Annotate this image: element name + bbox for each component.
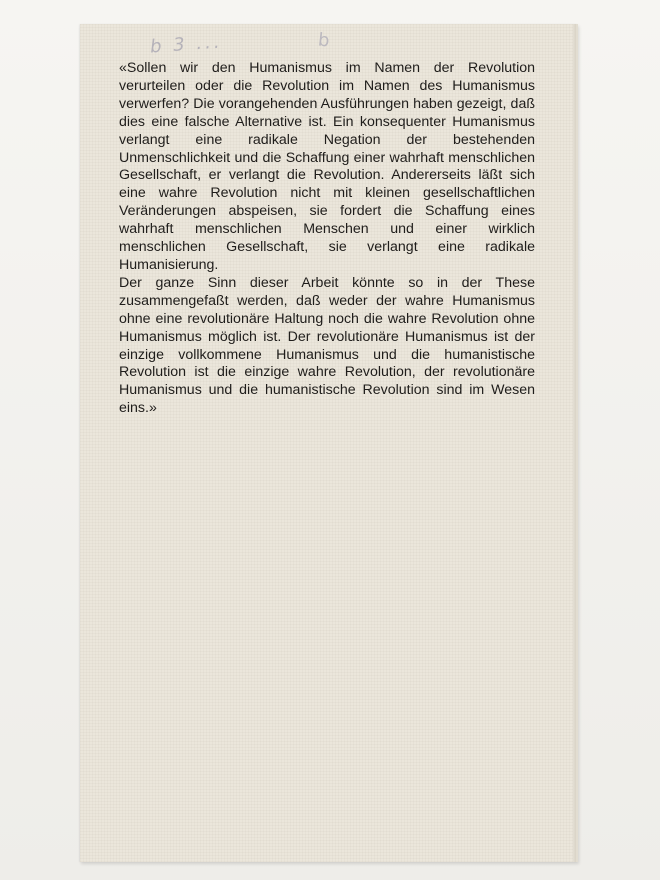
book-back-cover [80,24,578,862]
book-page-edge [573,24,576,862]
back-cover-blurb [119,60,535,418]
blurb-paragraph-2: Der ganze Sinn dieser Arbeit könnte so in der These zusammengefaßt werden, daß weder der wahre Humanismus ohne eine revolutionäre Haltung noch die wahre Revolution ohne Humanismus möglich ist. Der revolutionäre Humanismus ist der einzige vollkommene Humanismus und die humanistische Revolution ist die einzige wahre Revolution, der revolutionäre Humanismus und die humanistische Revolution sind im Wesen eins.» [119,274,535,417]
pencil-mark: b [316,29,331,52]
blurb-paragraph-1: «Sollen wir den Humanismus im Namen der Revolution verurteilen oder die Revolution im Namen des Humanismus verwerfen? Die vorangehenden Ausführungen haben gezeigt, daß dies eine falsche Alternative ist. Ein konsequenter Humanismus verlangt eine radikale Negation der bestehenden Unmenschlichkeit und die Schaffung einer wahrhaft menschlichen Gesellschaft, er verlangt die Revolution. Andererseits läßt sich eine wahre Revolution nicht mit kleinen gesellschaftlichen Veränderungen abspeisen, sie fordert die Schaffung eines wahrhaft menschlichen Menschen und einer wirklich menschlichen Gesellschaft, sie verlangt eine radikale Humanisierung. [119,60,535,273]
pencil-annotation: b 3 ... [149,31,224,58]
